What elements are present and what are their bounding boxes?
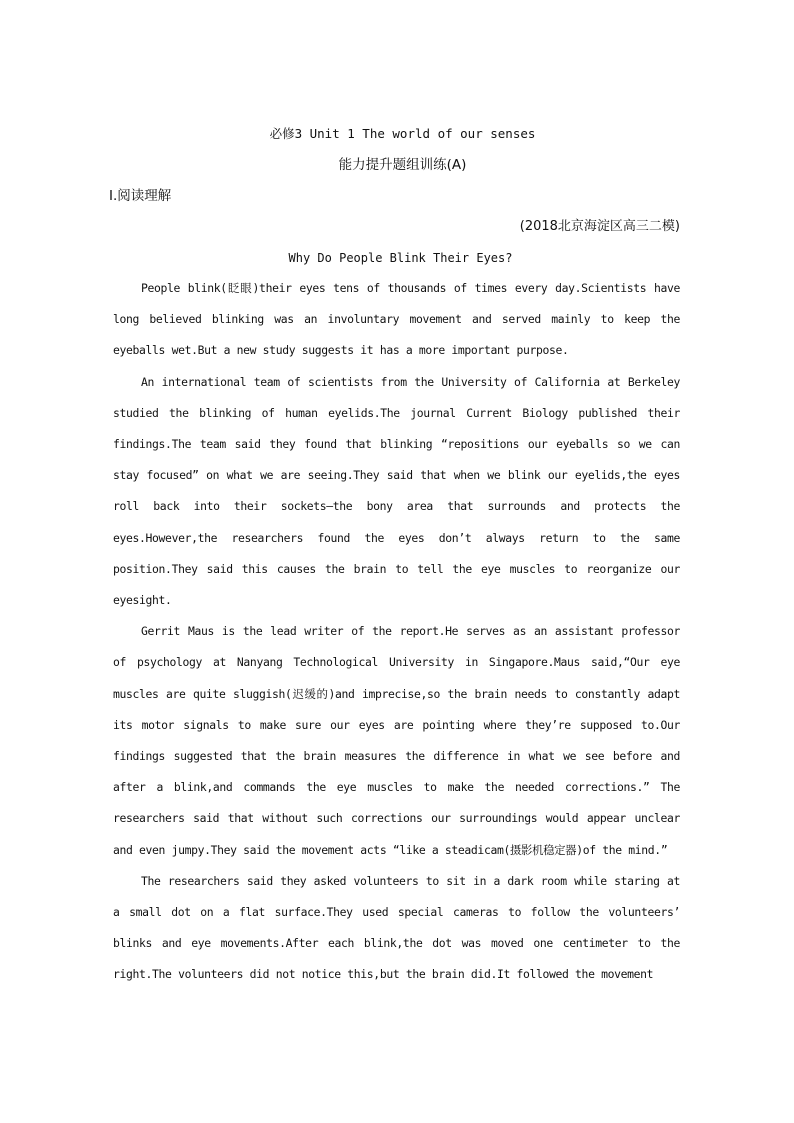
document-content xyxy=(109,122,680,991)
paragraph-3: Gerrit Maus is the lead writer of the report.He serves as an assistant professor of psychology at Nanyang Technological University in Singapore.Maus said,“Our eye muscles are quite sluggish(迟缓的)and imprecise,so the brain needs to constantly adapt its motor signals to make sure our eyes are pointing where they’re supposed to.Our findings suggested that the brain measures the difference in what we see before and after a blink,and commands the eye muscles to make the needed corrections.” The researchers said that without such corrections our surroundings would appear unclear and even jumpy.They said the movement acts “like a steadicam(摄影机稳定器)of the mind.” xyxy=(113,624,680,857)
source-note: (2018北京海淀区高三二模) xyxy=(519,219,680,234)
section-heading: Ⅰ.阅读理解 xyxy=(109,188,172,204)
page-title: 必修3 Unit 1 The world of our senses xyxy=(269,126,536,141)
paragraph-4: The researchers said they asked volunteers to sit in a dark room while staring at a small dot on a flat surface.They used special cameras to follow the volunteers’ blinks and eye movements.After each blink,the dot was moved one centimeter to the right.The volunteers did not notice this,but the brain did.It followed the movement xyxy=(113,873,680,982)
page-subtitle: 能力提升题组训练(A) xyxy=(338,157,467,173)
paragraph-1: People blink(眨眼)their eyes tens of thousands of times every day.Scientists have long believed blinking was an involuntary movement and served mainly to keep the eyeballs wet.But a new study suggests it has a more important purpose. xyxy=(113,281,680,358)
paragraph-2: An international team of scientists from the University of California at Berkeley studied the blinking of human eyelids.The journal Current Biology published their findings.The team said they found that blinking “repositions our eyeballs so we can stay focused” on what we are seeing.They said that when we blink our eyelids,the eyes roll back into their sockets—the bony area that surrounds and protects the eyes.However,the researchers found the eyes don’t always return to the same position.They said this causes the brain to tell the eye muscles to reorganize our eyesight. xyxy=(113,374,680,608)
article-title: Why Do People Blink Their Eyes? xyxy=(288,251,513,265)
